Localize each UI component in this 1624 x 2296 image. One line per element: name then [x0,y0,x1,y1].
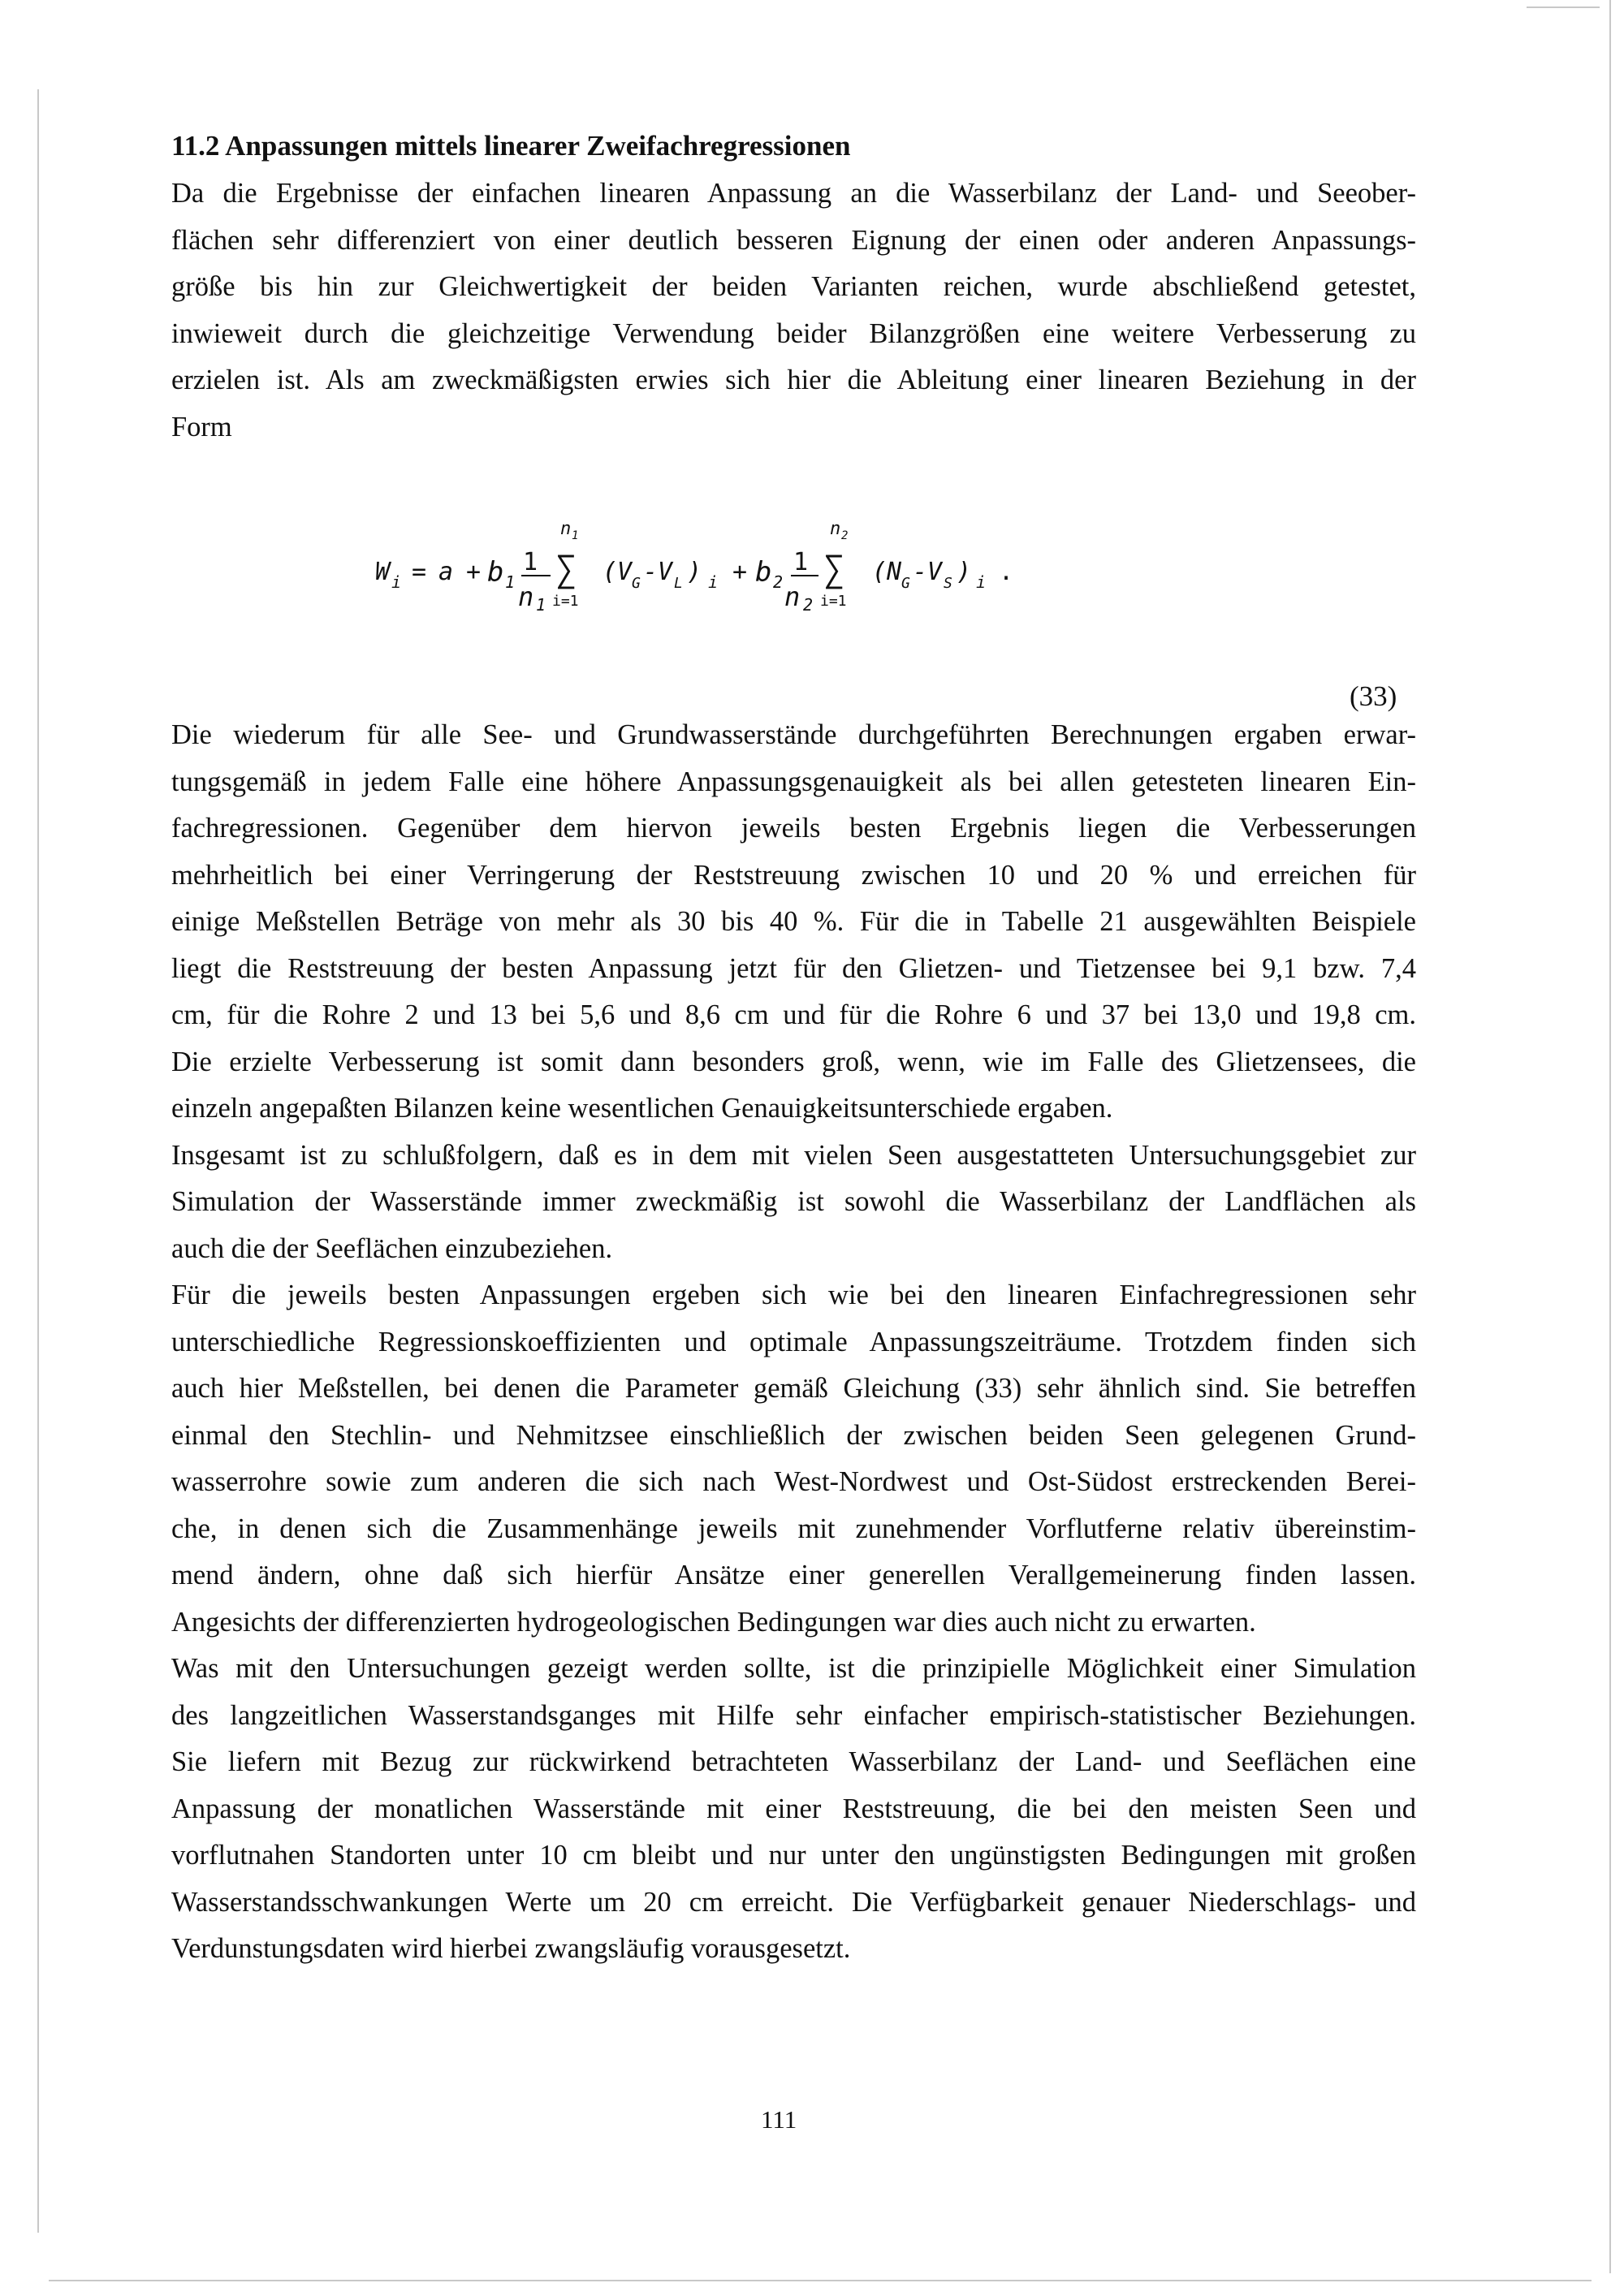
eq-term1-sub-i: i [708,572,719,592]
equation-number: (33) [1350,680,1397,712]
eq-equals: = [412,558,427,586]
text-line: einige Meßstellen Beträge von mehr als 30 bis 40 %. Für die in Tabelle 21 ausgewählten Beispiele [171,906,1416,937]
text-line: Sie liefern mit Bezug zur rückwirkend betrachteten Wasserbilanz der Land- und Seeflächen eine [171,1746,1416,1777]
text-line: des langzeitlichen Wasserstandsganges mit Hilfe sehr einfacher empirisch-statistischer Beziehungen. [171,1699,1416,1731]
eq-term1-mid: -V [643,558,673,586]
text-line: auch die der Seeflächen einzubeziehen. [171,1232,613,1264]
eq-term1-open: (V [603,558,633,586]
eq-sum2: ∑ [823,549,845,590]
text-line: unterschiedliche Regressionskoeffizienten und optimale Anpassungszeiträume. Trotzdem finden sich [171,1326,1416,1357]
text-line: einzeln angepaßten Bilanzen keine wesentlichen Genauigkeitsunterschiede ergaben. [171,1093,1113,1124]
paragraph-results [171,712,1416,1973]
eq-sum1-upper: n [560,519,572,539]
text-line: erzielen ist. Als am zweckmäßigsten erwies sich hier die Ableitung einer linearen Beziehung in der [171,365,1416,395]
eq-lhs-sub: i [391,572,402,592]
eq-sum1-upper-sub: 1 [572,529,579,542]
eq-sum2-lower: i=1 [820,593,847,610]
scan-border-bottom [49,2280,1592,2281]
eq-term1-close: ) [687,558,702,586]
eq-term2-sub-s: S [944,575,952,592]
text-line: fachregressionen. Gegenüber dem hiervon jeweils besten Ergebnis liegen die Verbesserungen [171,813,1416,844]
eq-sum2-upper: n [830,519,841,539]
page-number: 111 [761,2105,797,2134]
text-line: Angesichts der differenzierten hydrogeologischen Bedingungen war dies auch nicht zu erwarten. [171,1606,1256,1638]
eq-sum1-lower: i=1 [552,593,579,610]
text-line: mehrheitlich bei einer Verringerung der Reststreuung zwischen 10 und 20 % und erreichen für [171,859,1416,891]
scan-mark-top-right [1527,6,1600,8]
eq-term1-sub-g: G [632,575,641,592]
paragraph-intro [171,170,1416,451]
text-line: Form [171,411,232,442]
text-line: Insgesamt ist zu schlußfolgern, daß es in dem mit vielen Seen ausgestatteten Untersuchungsgebiet zur [171,1139,1416,1171]
text-line: wasserrohre sowie zum anderen die sich nach West-Nordwest und Ost-Südost erstreckenden Berei- [171,1466,1416,1497]
eq-term1-sub-l: L [674,575,683,592]
eq-frac1-den: n [518,581,534,612]
eq-b1-sub: 1 [505,572,516,592]
eq-a: a [438,558,454,586]
scan-border-right [1609,0,1611,2273]
eq-plus-2: + [732,558,748,586]
text-line: Was mit den Untersuchungen gezeigt werden sollte, ist die prinzipielle Möglichkeit einer Simulation [171,1653,1416,1684]
text-line: einmal den Stechlin- und Nehmitzsee einschließlich der zwischen beiden Seen gelegenen Grund- [171,1419,1416,1451]
eq-term2-mid: -V [913,558,943,586]
eq-b1: b [487,556,504,589]
text-line: Verdunstungsdaten wird hierbei zwangsläufig vorausgesetzt. [171,1933,851,1964]
eq-term2-close: ) [957,558,972,586]
regression-equation [375,516,1203,614]
scan-border-left [37,89,39,2233]
text-line: Die erzielte Verbesserung ist somit dann besonders groß, wenn, wie im Falle des Glietzensees, die [171,1046,1416,1077]
text-line: Anpassung der monatlichen Wasserstände mit einer Reststreuung, die bei den meisten Seen und [171,1793,1416,1824]
section-heading: 11.2 Anpassungen mittels linearer Zweifachregressionen [171,130,851,162]
eq-frac1-num: 1 [523,548,538,576]
eq-term2-open: (N [872,558,902,586]
eq-plus: + [466,558,482,586]
text-line: che, in denen sich die Zusammenhänge jeweils mit zunehmender Vorflutferne relativ übereinstim- [171,1513,1416,1544]
text-line: Wasserstandsschwankungen Werte um 20 cm erreicht. Die Verfügbarkeit genauer Niederschlags- und [171,1886,1416,1918]
text-line: größe bis hin zur Gleichwertigkeit der beiden Varianten reichen, wurde abschließend getestet, [171,271,1416,302]
text-line: Die wiederum für alle See- und Grundwasserstände durchgeführten Berechnungen ergaben erwar- [171,719,1416,750]
eq-b2-sub: 2 [773,572,784,592]
text-line: vorflutnahen Standorten unter 10 cm bleibt und nur unter den ungünstigsten Bedingungen mit großen [171,1840,1416,1871]
text-line: liegt die Reststreuung der besten Anpassung jetzt für den Glietzen- und Tietzensee bei 9,1 bzw. 7,4 [171,952,1416,984]
eq-frac2-den: n [784,581,801,612]
eq-period: . [999,558,1014,586]
text-line: auch hier Meßstellen, bei denen die Parameter gemäß Gleichung (33) sehr ähnlich sind. Sie betreffen [171,1373,1416,1404]
text-line: inwieweit durch die gleichzeitige Verwendung beider Bilanzgrößen eine weitere Verbesserung zu [171,317,1416,349]
text-line: tungsgemäß in jedem Falle eine höhere Anpassungsgenauigkeit als bei allen getesteten linearen Ein- [171,766,1416,797]
text-line: Simulation der Wasserstände immer zweckmäßig ist sowohl die Wasserbilanz der Landflächen als [171,1186,1416,1217]
text-line: cm, für die Rohre 2 und 13 bei 5,6 und 8,6 cm und für die Rohre 6 und 37 bei 13,0 und 19,8 cm. [171,999,1416,1030]
eq-lhs: W [375,558,391,586]
text-line: mend ändern, ohne daß sich hierfür Ansätze einer generellen Verallgemeinerung finden lassen. [171,1560,1416,1590]
eq-term2-sub-i: i [976,572,987,592]
text-line: Da die Ergebnisse der einfachen linearen Anpassung an die Wasserbilanz der Land- und Seeober- [171,178,1416,209]
eq-term2-sub-g: G [901,575,910,592]
eq-sum1: ∑ [555,549,577,590]
eq-frac2-den-sub: 2 [803,595,814,615]
text-line: flächen sehr differenziert von einer deutlich besseren Eignung der einen oder anderen Anpassungs- [171,224,1416,256]
text-line: Für die jeweils besten Anpassungen ergeben sich wie bei den linearen Einfachregressionen sehr [171,1280,1416,1310]
eq-b2: b [755,556,772,589]
eq-frac2-num: 1 [793,548,809,576]
eq-sum2-upper-sub: 2 [841,529,849,542]
eq-frac1-den-sub: 1 [536,595,546,615]
